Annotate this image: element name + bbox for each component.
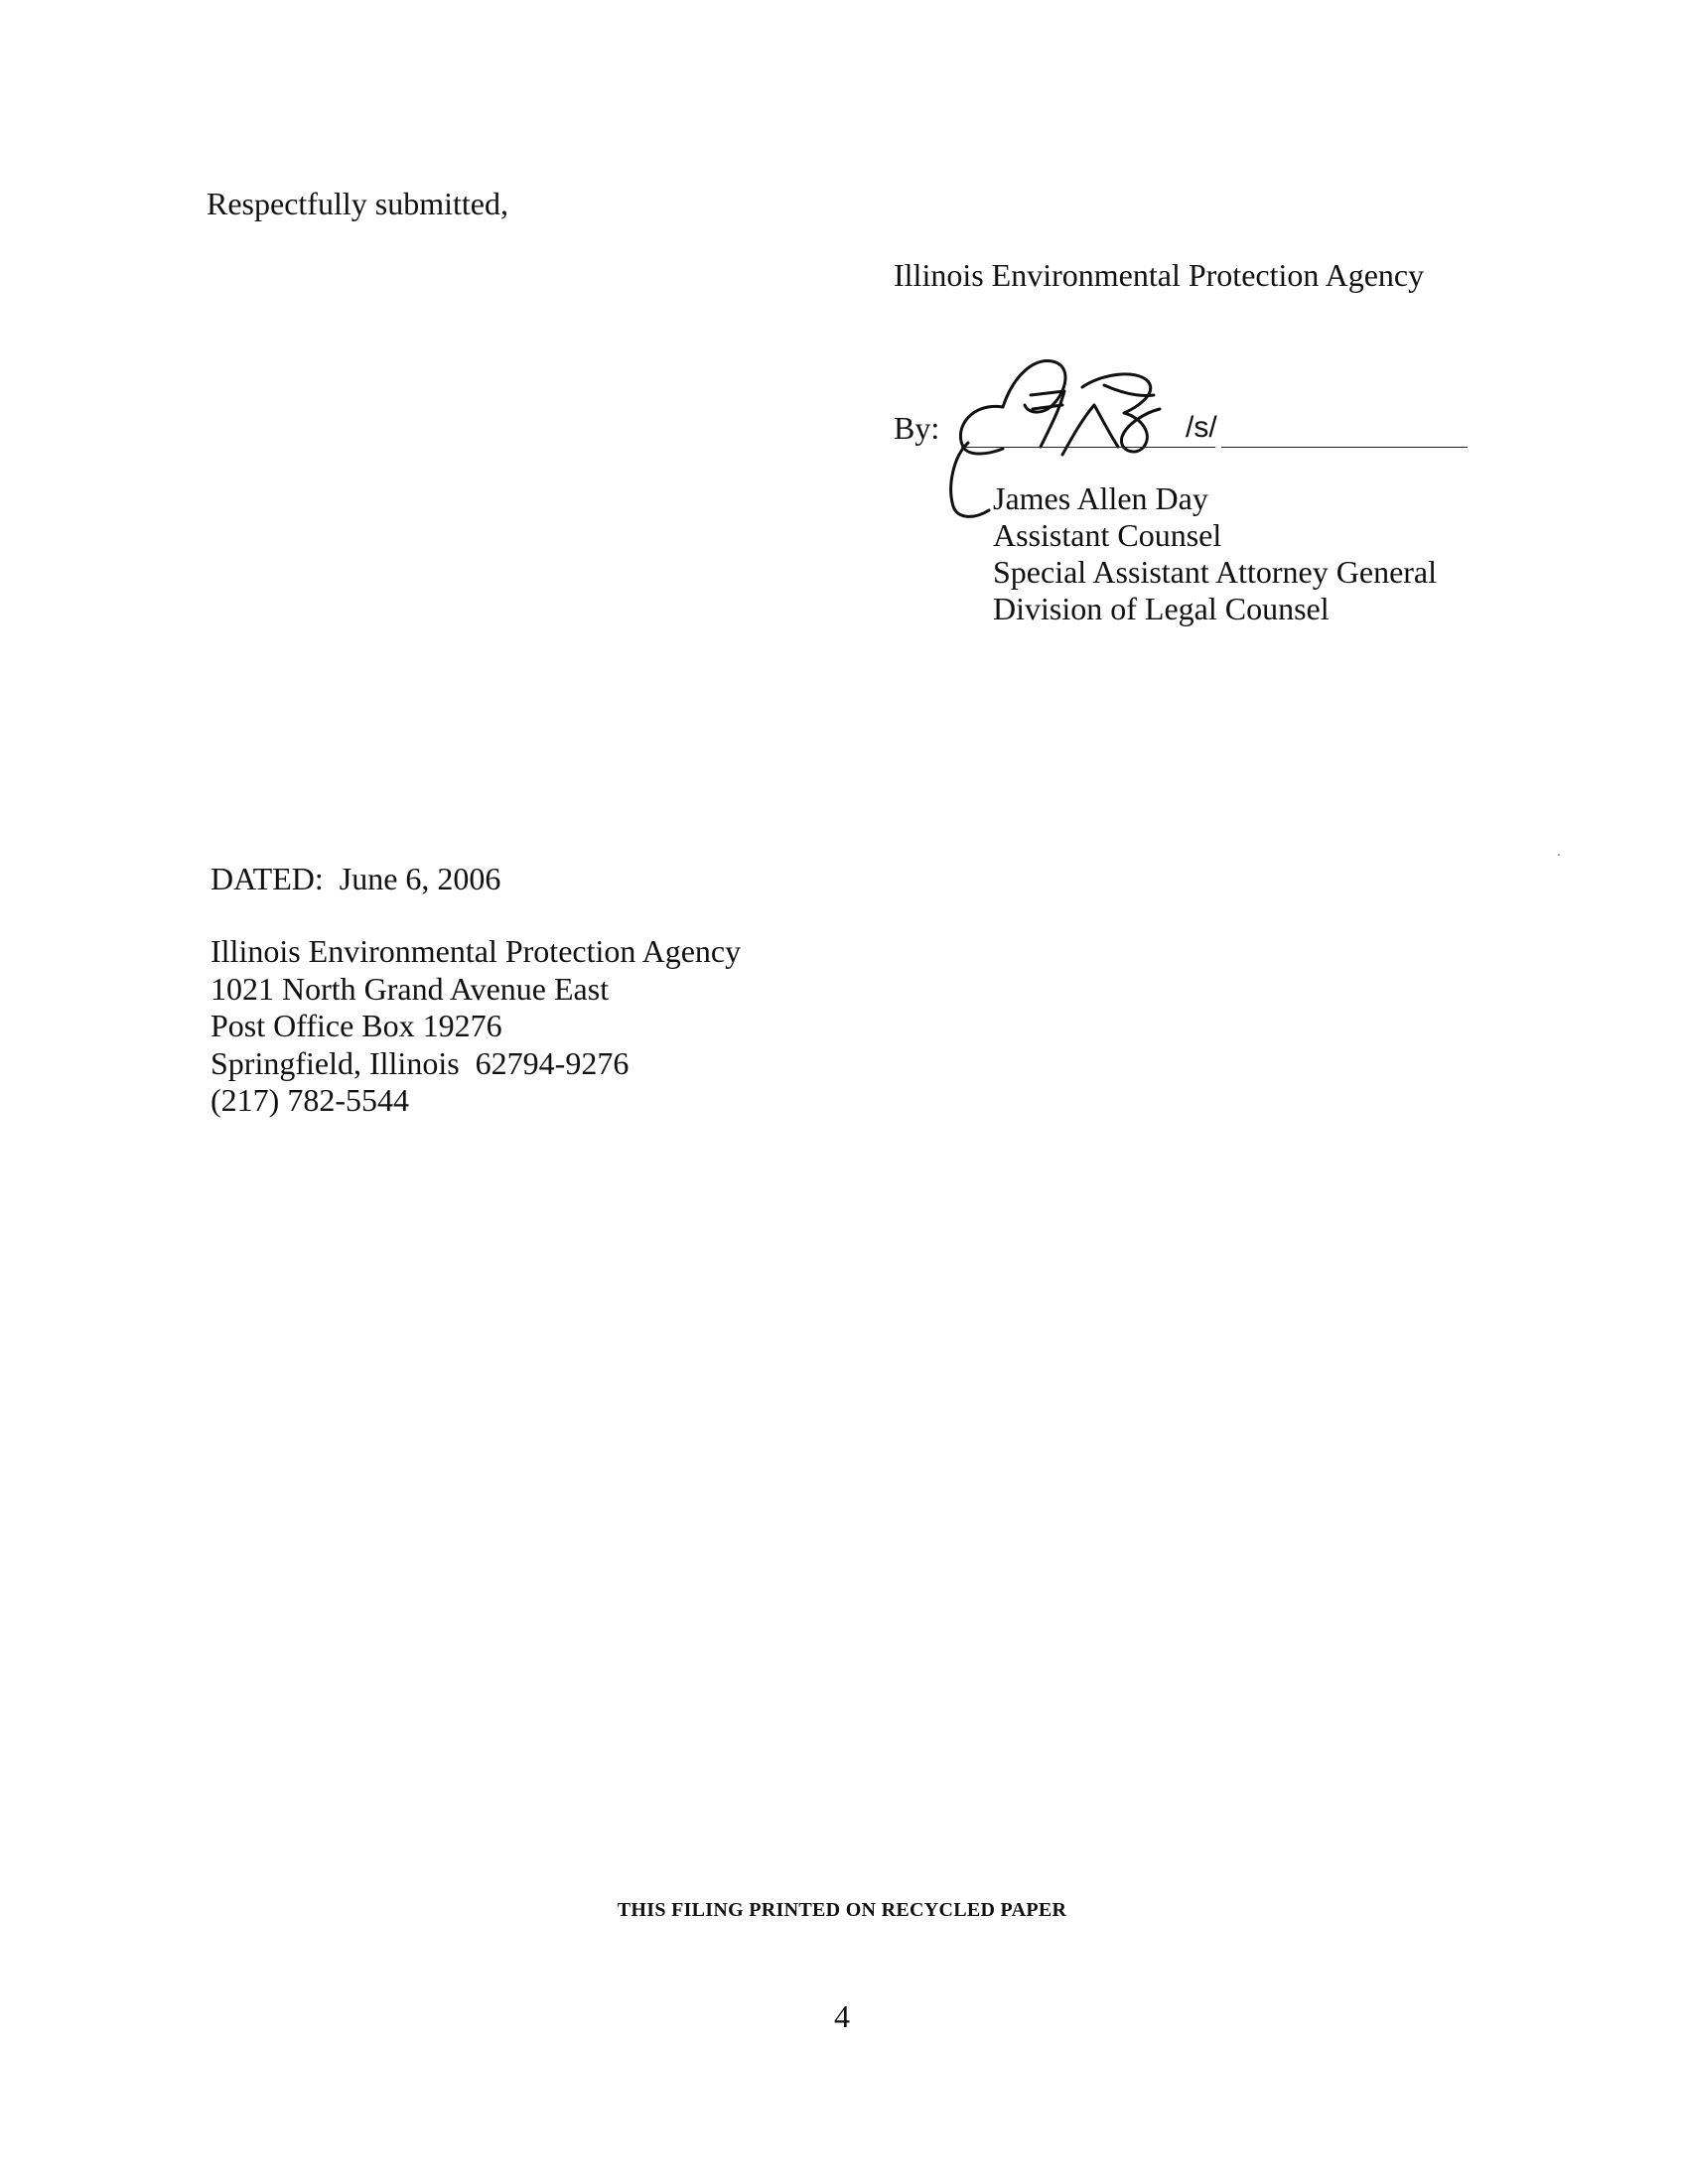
signer-name: James Allen Day [993, 480, 1208, 516]
address-po-box: Post Office Box 19276 [210, 1008, 502, 1043]
scan-speck [1558, 854, 1560, 856]
page-number: 4 [834, 1998, 850, 2034]
signature-underline [961, 447, 1215, 448]
signer-role: Special Assistant Attorney General [993, 554, 1438, 590]
by-label: By: [894, 410, 940, 446]
signature-underline-extension [1221, 447, 1468, 448]
address-street: 1021 North Grand Avenue East [210, 970, 610, 1007]
electronic-signature-mark: /s/ [1186, 411, 1217, 444]
signer-division: Division of Legal Counsel [993, 591, 1330, 626]
signature-agency-name: Illinois Environmental Protection Agency [894, 257, 1425, 293]
address-city: Springfield, Illinois 62794-9276 [210, 1044, 630, 1081]
closing-text: Respectfully submitted, [207, 186, 508, 221]
agency-address [210, 933, 741, 1120]
signer-details [993, 480, 1437, 627]
dated-label: DATED: [210, 861, 324, 896]
signer-title: Assistant Counsel [993, 517, 1222, 553]
address-phone: (217) 782-5544 [210, 1082, 409, 1118]
signature-line-row [894, 405, 1470, 451]
dated-value: June 6, 2006 [339, 861, 501, 896]
dated-line [210, 860, 500, 897]
address-agency: Illinois Environmental Protection Agency [210, 933, 742, 969]
recycled-paper-note: THIS FILING PRINTED ON RECYCLED PAPER [617, 1899, 1067, 1921]
